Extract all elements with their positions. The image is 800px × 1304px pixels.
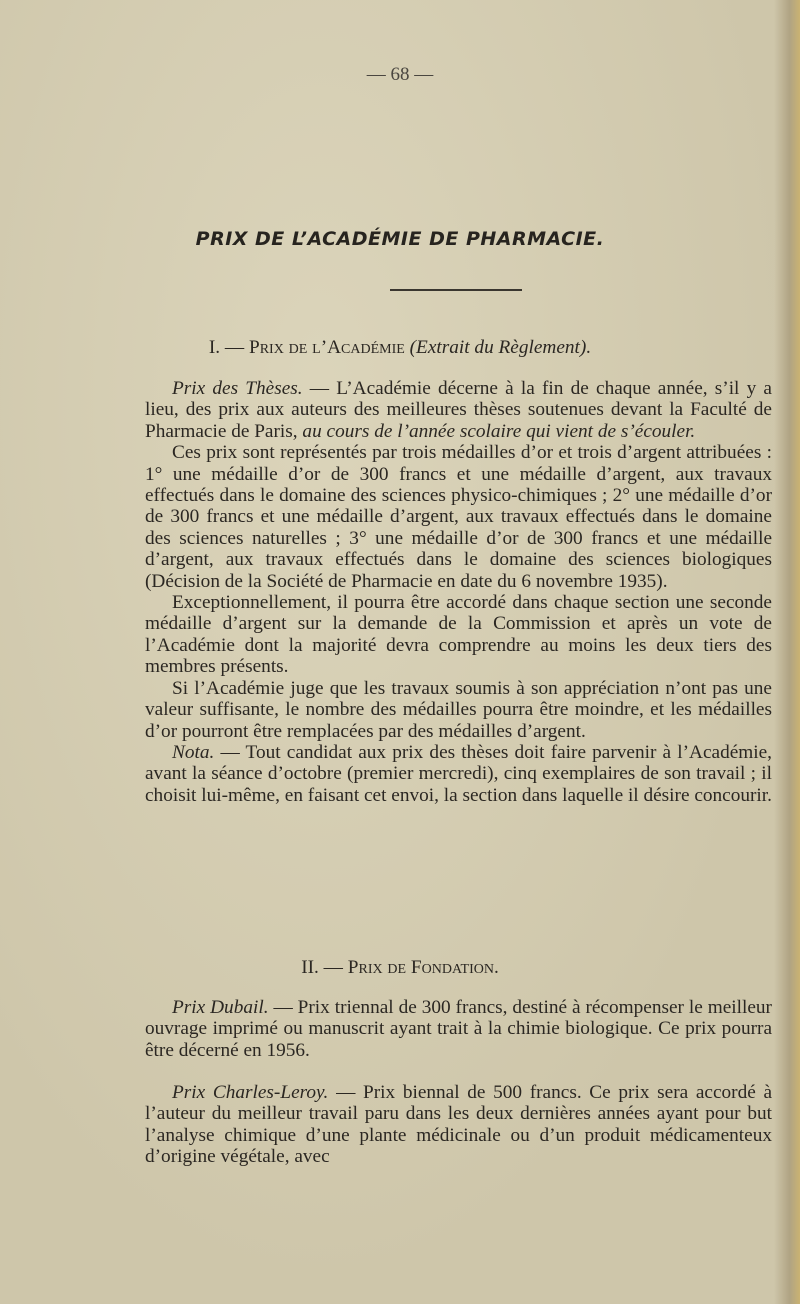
title-rule — [390, 289, 522, 291]
section-2-label: Prix de Fondation. — [347, 957, 499, 978]
theses-block — [145, 378, 772, 806]
section-1-note: (Extrait du Règlement). — [409, 337, 592, 358]
leroy-lead: Prix Charles-Leroy. — [172, 1082, 329, 1103]
section-2-number: II. — — [301, 957, 343, 978]
theses-p1-italic: au cours de l’année scolaire qui vient de s’écouler. — [302, 420, 696, 442]
theses-paragraph-4: Si l’Académie juge que les travaux soumis à son appréciation n’ont pas une valeur suffisante, le nombre des médailles pourra être moindre, et les médailles d’or pourront être remplacées par des médailles d’argent. — [145, 677, 772, 742]
nota-lead: Nota. — [172, 741, 215, 763]
leroy-text: — Prix biennal de 500 francs. Ce prix sera accordé à l’auteur du meilleur travail paru dans les deux dernières années ayant pour but l’analyse chimique d’une plante médicinale ou d’un produit médicamenteux d’origine végétale, avec — [145, 1082, 773, 1168]
theses-paragraph-2: Ces prix sont représentés par trois médailles d’or et trois d’argent attribuées : 1° une médaille d’or de 300 francs et une médaille d’argent, aux travaux effectués dans le domaine des sciences physico-chimiques ; 2° une médaille d’or de 300 francs et une médaille d’argent, aux travaux effectués dans le domaine des sciences naturelles ; 3° une médaille d’or de 300 francs et une médaille d’argent, aux travaux effectués dans le domaine des sciences biologiques (Décision de la Société de Pharmacie en date du 6 novembre 1935). — [145, 442, 772, 592]
nota-text: — Tout candidat aux prix des thèses doit faire parvenir à l’Académie, avant la séance d’octobre (premier mercredi), cinq exemplaires de son travail ; il choisit lui-même, en faisant cet envoi, la section dans laquelle il désire concourir. — [145, 741, 772, 806]
theses-paragraph-1 — [145, 378, 772, 442]
dubail-text: — Prix triennal de 300 francs, destiné à récompenser le meilleur ouvrage imprimé ou manuscrit ayant trait à la chimie biologique. Ce prix pourra être décerné en 1956. — [145, 997, 772, 1061]
section-2-heading — [0, 957, 800, 979]
dubail-lead: Prix Dubail. — [172, 997, 269, 1018]
theses-p1-text: — L’Académie décerne à la fin de chaque année, s’il y a lieu, des prix aux auteurs des meilleures thèses soutenues devant la Faculté de Pharmacie de Paris, — [145, 378, 772, 442]
section-1-number: I. — — [208, 337, 245, 358]
page-edge — [774, 0, 800, 1304]
page-title: PRIX DE L’ACADÉMIE DE PHARMACIE. — [195, 228, 605, 250]
theses-paragraph-3: Exceptionnellement, il pourra être accordé dans chaque section une seconde médaille d’argent sur la demande de la Commission et après un vote de l’Académie dont la majorité devra comprendre au moins les deux tiers des membres présents. — [145, 592, 772, 678]
section-1-label: Prix de l’Académie — [249, 337, 405, 358]
theses-nota — [145, 742, 772, 806]
section-1-heading — [0, 337, 800, 359]
page-number: — 68 — — [366, 64, 434, 85]
leroy-block — [145, 1082, 772, 1168]
dubail-block — [145, 997, 772, 1061]
leroy-paragraph — [145, 1082, 772, 1168]
dubail-paragraph — [145, 997, 772, 1061]
theses-lead: Prix des Thèses. — [172, 378, 303, 399]
